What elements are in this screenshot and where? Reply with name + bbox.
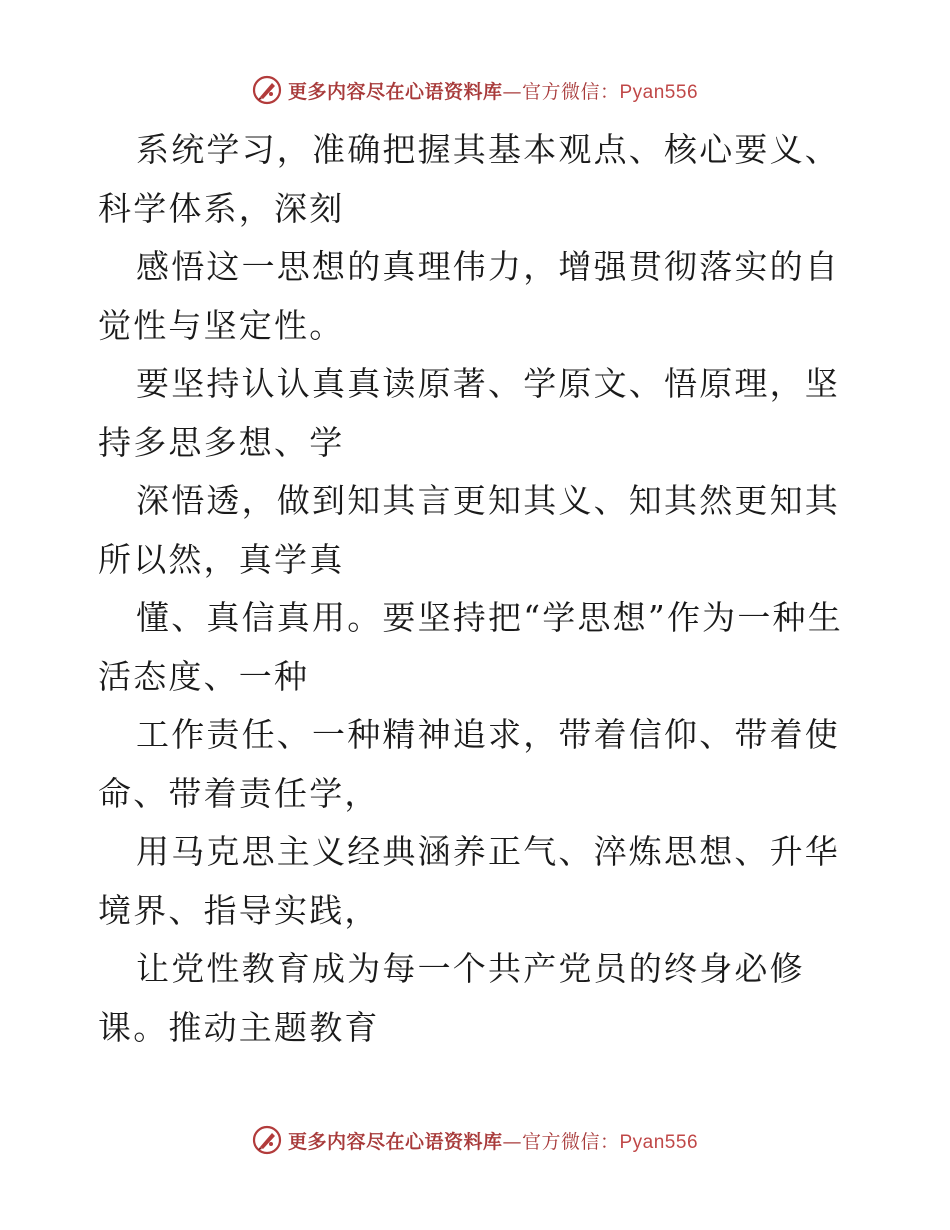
footer-text — [288, 1127, 698, 1154]
footer-site-name: 更多内容尽在心语资料库 — [287, 1130, 503, 1153]
document-body — [98, 121, 858, 1057]
header-text — [288, 77, 698, 104]
header-wechat-label: —官方微信： — [502, 80, 620, 103]
body-paragraph: 感悟这一思想的真理伟力，增强贯彻落实的自觉性与坚定性。 — [98, 247, 840, 345]
header-banner — [0, 70, 950, 110]
body-paragraph: 深悟透，做到知其言更知其义、知其然更知其所以然，真学真 — [98, 481, 840, 579]
body-paragraph: 让党性教育成为每一个共产党员的终身必修课。推动主题教育 — [98, 949, 805, 1047]
footer-banner — [0, 1120, 950, 1160]
footer-wechat-label: —官方微信： — [502, 1130, 620, 1153]
body-paragraph: 系统学习，准确把握其基本观点、核心要义、科学体系，深刻 — [98, 130, 840, 228]
body-paragraph: 要坚持认认真真读原著、学原文、悟原理，坚持多思多想、学 — [98, 364, 840, 462]
body-paragraph: 懂、真信真用。要坚持把“学思想”作为一种生活态度、一种 — [98, 598, 843, 696]
header-wechat-id: Pyan556 — [619, 81, 699, 103]
header-site-name: 更多内容尽在心语资料库 — [287, 80, 503, 103]
quill-pen-logo-icon — [252, 1125, 282, 1155]
quill-pen-logo-icon — [252, 75, 282, 105]
body-paragraph: 用马克思主义经典涵养正气、淬炼思想、升华境界、指导实践， — [98, 832, 840, 930]
body-paragraph: 工作责任、一种精神追求，带着信仰、带着使命、带着责任学， — [98, 715, 840, 813]
footer-wechat-id: Pyan556 — [619, 1131, 699, 1153]
